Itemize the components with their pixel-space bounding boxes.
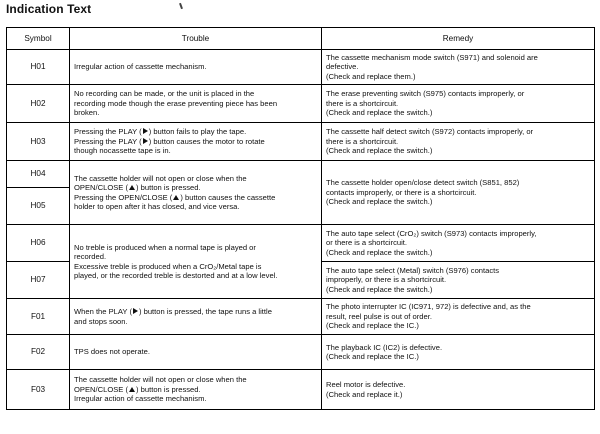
- trouble-line: [74, 385, 317, 394]
- trouble-line: [74, 183, 317, 192]
- trouble-line: broken.: [74, 108, 100, 118]
- play-icon: [143, 128, 148, 134]
- trouble-line: played, or the recorded treble is destorted and at a low level.: [74, 270, 278, 280]
- trouble-line: Irregular action of cassette mechanism.: [74, 394, 207, 404]
- trouble-line: No recording can be made, or the unit is placed in the: [74, 89, 255, 99]
- trouble-line: [74, 307, 317, 316]
- trouble-cell: [70, 50, 322, 85]
- remedy-line: (Check and replace the IC.): [326, 321, 419, 331]
- trouble-cell: [70, 370, 322, 410]
- play-icon: [133, 308, 138, 314]
- table-row: [7, 161, 595, 188]
- indication-table: [6, 27, 595, 410]
- trouble-line: though nocassette tape is in.: [74, 146, 171, 156]
- remedy-line: The cassette holder open/close detect switch (S851, 852): [326, 178, 520, 188]
- remedy-line: contacts improperly, or there is a shortcircuit.: [326, 187, 477, 197]
- trouble-line: [74, 137, 317, 146]
- remedy-line: (Check and replace the IC.): [326, 352, 419, 361]
- trouble-line: The cassette holder will not open or close when the: [74, 173, 247, 183]
- remedy-line: The playback IC (IC2) is defective.: [326, 342, 443, 352]
- trouble-line: [74, 193, 317, 202]
- page-title: Indication Text: [6, 2, 92, 16]
- symbol-cell: H02: [7, 85, 70, 123]
- header-symbol: Symbol: [7, 28, 70, 50]
- trouble-text: ) button is pressed.: [136, 183, 201, 193]
- remedy-line: there is a shortcircuit.: [326, 98, 399, 108]
- symbol-cell: H01: [7, 50, 70, 85]
- trouble-text: Pressing the OPEN/CLOSE (: [74, 192, 173, 202]
- trouble-text: OPEN/CLOSE (: [74, 384, 129, 394]
- trouble-cell: [70, 225, 322, 299]
- remedy-line: The auto tape select (CrO₂) switch (S973) contacts improperly,: [326, 228, 537, 238]
- remedy-cell: [322, 161, 595, 225]
- trouble-line: and stops soon.: [74, 316, 128, 326]
- remedy-line: The erase preventing switch (S975) contacts improperly, or: [326, 89, 525, 99]
- remedy-line: result, reel pulse is out of order.: [326, 311, 432, 321]
- remedy-line: (Check and replace the switch.): [326, 108, 433, 118]
- trouble-text: OPEN/CLOSE (: [74, 183, 129, 193]
- scan-mark: [179, 3, 183, 9]
- table-row: [7, 370, 595, 410]
- remedy-line: Reel motor is defective.: [326, 380, 406, 390]
- trouble-line: recorded.: [74, 252, 107, 262]
- table-row: [7, 85, 595, 123]
- trouble-text: ) button is pressed.: [136, 384, 201, 394]
- remedy-cell: [322, 299, 595, 335]
- trouble-line: No treble is produced when a normal tape is played or: [74, 242, 256, 252]
- remedy-line: improperly, or there is a shortcircuit.: [326, 275, 447, 285]
- remedy-cell: [322, 123, 595, 161]
- trouble-text: When the PLAY (: [74, 307, 132, 317]
- remedy-line: defective.: [326, 62, 359, 72]
- remedy-line: (Check and replace the switch.): [326, 247, 433, 257]
- header-trouble: Trouble: [70, 28, 322, 50]
- trouble-line: [74, 127, 317, 136]
- trouble-line: Excessive treble is produced when a CrO₂/Metal tape is: [74, 261, 262, 271]
- remedy-cell: [322, 85, 595, 123]
- trouble-line: TPS does not operate.: [74, 347, 150, 357]
- trouble-text: ) button causes the motor to rotate: [148, 136, 265, 146]
- trouble-text: Pressing the PLAY (: [74, 127, 142, 137]
- trouble-cell: [70, 123, 322, 161]
- remedy-cell: [322, 262, 595, 299]
- table-header-row: [7, 28, 595, 50]
- trouble-cell: [70, 161, 322, 225]
- remedy-line: (Check and replace the switch.): [326, 146, 433, 156]
- remedy-line: there is a shortcircuit.: [326, 136, 399, 146]
- symbol-cell: H05: [7, 188, 70, 225]
- remedy-cell: [322, 335, 595, 370]
- eject-icon: [129, 185, 135, 190]
- table-row: [7, 299, 595, 335]
- remedy-cell: [322, 50, 595, 85]
- trouble-text: ) button fails to play the tape.: [148, 127, 247, 137]
- remedy-cell: [322, 225, 595, 262]
- symbol-cell: H07: [7, 262, 70, 299]
- remedy-line: The photo interrupter IC (IC971, 972) is defective and, as the: [326, 302, 531, 312]
- eject-icon: [173, 195, 179, 200]
- remedy-line: The cassette half detect switch (S972) contacts improperly, or: [326, 127, 534, 137]
- trouble-text: ) button is pressed, the tape runs a little: [138, 307, 272, 317]
- remedy-line: or there is a shortcircuit.: [326, 238, 408, 248]
- remedy-line: (Check and replace it.): [326, 389, 403, 399]
- trouble-cell: [70, 85, 322, 123]
- remedy-line: (Check and replace the switch.): [326, 284, 433, 294]
- symbol-cell: F01: [7, 299, 70, 335]
- remedy-cell: [322, 370, 595, 410]
- symbol-cell: H03: [7, 123, 70, 161]
- eject-icon: [129, 387, 135, 392]
- remedy-line: (Check and replace the switch.): [326, 197, 433, 207]
- table-row: [7, 123, 595, 161]
- symbol-cell: F03: [7, 370, 70, 410]
- remedy-line: The auto tape select (Metal) switch (S976) contacts: [326, 265, 500, 275]
- remedy-line: The cassette mechanism mode switch (S971) and solenoid are: [326, 52, 538, 62]
- play-icon: [143, 138, 148, 144]
- symbol-cell: H06: [7, 225, 70, 262]
- header-remedy: Remedy: [322, 28, 595, 50]
- table-row: [7, 225, 595, 262]
- trouble-line: Irregular action of cassette mechanism.: [74, 62, 207, 72]
- trouble-line: recording mode though the erase preventing piece has been: [74, 98, 278, 108]
- symbol-cell: H04: [7, 161, 70, 188]
- trouble-cell: [70, 299, 322, 335]
- trouble-cell: [70, 335, 322, 370]
- trouble-text: Pressing the PLAY (: [74, 136, 142, 146]
- trouble-line: holder to open after it has closed, and vice versa.: [74, 201, 240, 211]
- table-row: [7, 335, 595, 370]
- trouble-line: The cassette holder will not open or close when the: [74, 375, 247, 385]
- trouble-text: ) button causes the cassette: [180, 192, 276, 202]
- symbol-cell: F02: [7, 335, 70, 370]
- remedy-line: (Check and replace them.): [326, 71, 416, 81]
- table-row: [7, 50, 595, 85]
